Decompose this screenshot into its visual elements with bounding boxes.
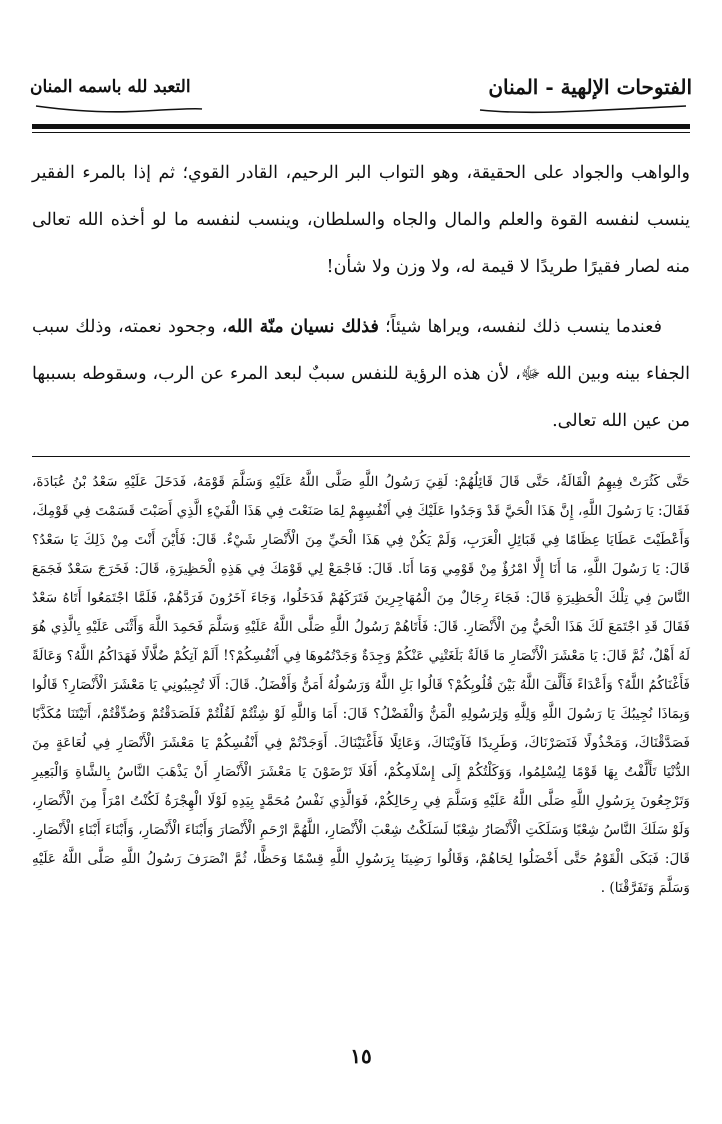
emphasis-phrase: فذلك نسيان منّة الله (227, 317, 379, 337)
footnote (32, 468, 690, 903)
book-title-text: الفتوحات الإلهية - المنان (488, 75, 692, 99)
chapter-title-text: التعبد لله باسمه المنان (30, 77, 191, 97)
main-text (32, 150, 690, 445)
paragraph-2 (32, 304, 690, 445)
footnote-text: حَتَّى كَثُرَتْ فِيهِمُ الْقَالَةُ، حَتَّى قَالَ قَائِلُهُمْ: لَقِيَ رَسُولُ اللَّهِ صَلَّى اللَّهُ عَلَيْهِ وَسَلَّمَ قَوْمَهُ، فَدَخَلَ عَلَيْهِ سَعْدُ بْنُ عُبَادَةَ، فَقَالَ: يَا رَسُولَ اللَّهِ، إِنَّ هَذَا الْحَيَّ قَدْ وَجَدُوا عَلَيْكَ فِي أَنْفُسِهِمْ لِمَا صَنَعْتَ فِي هَذَا الْفَيْءِ الَّذِي أَصَبْتَ قَسَمْتَ فِي قَوْمِكَ، وَأَعْطَيْتَ عَطَايَا عِظَامًا فِي قَبَائِلِ الْعَرَبِ، وَلَمْ يَكُنْ فِي هَذَا الْحَيِّ مِنَ الْأَنْصَارِ شَيْءٌ. قَالَ: فَأَيْنَ أَنْتَ مِنْ ذَلِكَ يَا سَعْدُ؟ قَالَ: يَا رَسُولَ اللَّهِ، مَا أَنَا إِلَّا امْرُؤٌ مِنْ قَوْمِي وَمَا أَنَا. قَالَ: فَاجْمَعْ لِي قَوْمَكَ فِي هَذِهِ الْحَظِيرَةِ، قَالَ: فَخَرَجَ سَعْدٌ فَجَمَعَ النَّاسَ فِي تِلْكَ الْحَظِيرَةِ قَالَ: فَجَاءَ رِجَالٌ مِنَ الْمُهَاجِرِينَ فَتَرَكَهُمْ فَدَخَلُوا، وَجَاءَ آخَرُونَ فَرَدَّهُمْ، فَلَمَّا اجْتَمَعُوا أَتَاهُ سَعْدٌ فَقَالَ قَدِ اجْتَمَعَ لَكَ هَذَا الْحَيُّ مِنَ الْأَنْصَارِ. قَالَ: فَأَتَاهُمْ رَسُولُ اللَّهِ صَلَّى اللَّهُ عَلَيْهِ وَسَلَّمَ فَحَمِدَ اللَّهَ وَأَثْنَى عَلَيْهِ بِالَّذِي هُوَ لَهُ أَهْلٌ، ثُمَّ قَالَ: يَا مَعْشَرَ الْأَنْصَارِ مَا قَالَةٌ بَلَغَتْنِي عَنْكُمْ وَجِدَةٌ وَجَدْتُمُوهَا فِي أَنْفُسِكُمْ؟! أَلَمْ آتِكُمْ ضُلَّالًا فَهَدَاكُمُ اللَّهُ؟ وَعَالَةً فَأَغْنَاكُمُ اللَّهُ؟ وَأَعْدَاءً فَأَلَّفَ اللَّهُ بَيْنَ قُلُوبِكُمْ؟ قَالُوا بَلِ اللَّهُ وَرَسُولُهُ أَمَنُّ وَأَفْضَلُ. قَالَ: أَلَا تُجِيبُونِي يَا مَعْشَرَ الْأَنْصَارِ؟ قَالُوا وَبِمَاذَا نُجِيبُكَ يَا رَسُولَ اللَّهِ وَلِلَّهِ وَلِرَسُولِهِ الْمَنُّ وَالْفَضْلُ؟ قَالَ: أَمَا وَاللَّهِ لَوْ شِئْتُمْ لَقُلْتُمْ فَلَصَدَقْتُمْ وَصُدِّقْتُمْ، أَتَيْتَنَا مُكَذَّبًا فَصَدَّقْنَاكَ، وَمَخْذُولًا فَنَصَرْنَاكَ، وَطَرِيدًا فَآوَيْنَاكَ، وَعَائِلًا فَأَغْنَيْنَاكَ. أَوَجَدْتُمْ فِي أَنْفُسِكُمْ يَا مَعْشَرَ الْأَنْصَارِ فِي لُعَاعَةٍ مِنَ الدُّنْيَا تَأَلَّفْتُ بِهَا قَوْمًا لِيُسْلِمُوا، وَوَكَلْتُكُمْ إِلَى إِسْلَامِكُمْ، أَفَلَا تَرْضَوْنَ يَا مَعْشَرَ الْأَنْصَارِ أَنْ يَذْهَبَ النَّاسُ بِالشَّاةِ وَالْبَعِيرِ وَتَرْجِعُونَ بِرَسُولِ اللَّهِ صَلَّى اللَّهُ عَلَيْهِ وَسَلَّمَ فِي رِحَالِكُمْ، فَوَالَّذِي نَفْسُ مُحَمَّدٍ بِيَدِهِ لَوْلَا الْهِجْرَةُ لَكُنْتُ امْرَأً مِنَ الْأَنْصَارِ، وَلَوْ سَلَكَ النَّاسُ شِعْبًا وَسَلَكَتِ الْأَنْصَارُ شِعْبًا لَسَلَكْتُ شِعْبَ الْأَنْصَارِ، اللَّهُمَّ ارْحَمِ الْأَنْصَارَ وَأَبْنَاءَ الْأَنْصَارِ، وَأَبْنَاءَ أَبْنَاءِ الْأَنْصَارِ. قَالَ: فَبَكَى الْقَوْمُ حَتَّى أَخْضَلُوا لِحَاهُمْ، وَقَالُوا رَضِينَا بِرَسُولِ اللَّهِ قِسْمًا وَحَظًّا، ثُمَّ انْصَرَفَ رَسُولُ اللَّهِ صَلَّى اللَّهُ عَلَيْهِ وَسَلَّمَ وَتَفَرَّقْنَا) . (32, 474, 690, 896)
footnote-separator (32, 456, 690, 457)
book-title (488, 72, 692, 102)
header-rule-thin (32, 132, 690, 133)
header-rule-thick (32, 124, 690, 129)
paragraph-2-start: فعندما ينسب ذلك لنفسه، ويراها شيئاً؛ (378, 317, 662, 337)
title-swash-ornament (478, 104, 688, 114)
chapter-title (30, 72, 191, 102)
chapter-swash-ornament (34, 104, 204, 114)
running-head (30, 72, 692, 112)
paragraph-1: والواهب والجواد على الحقيقة، وهو التواب البر الرحيم، القادر القوي؛ ثم إذا بالمرء الفقير ينسب لنفسه القوة والعلم والمال والجاه والسلطان، وينسب لنفسه ما لو أخذه الله تعالى منه لصار فقيرًا طريدًا لا قيمة له، ولا وزن ولا شأن! (32, 163, 690, 277)
paragraph-2-end: ، وجحود نعمته، وذلك سبب الجفاء بينه وبين الله ﷻ، لأن هذه الرؤية للنفس سببٌ لبعد المرء عن الرب، وسقوطه بسببها من عين الله تعالى. (32, 317, 690, 431)
page-number: ١٥ (350, 1044, 372, 1068)
